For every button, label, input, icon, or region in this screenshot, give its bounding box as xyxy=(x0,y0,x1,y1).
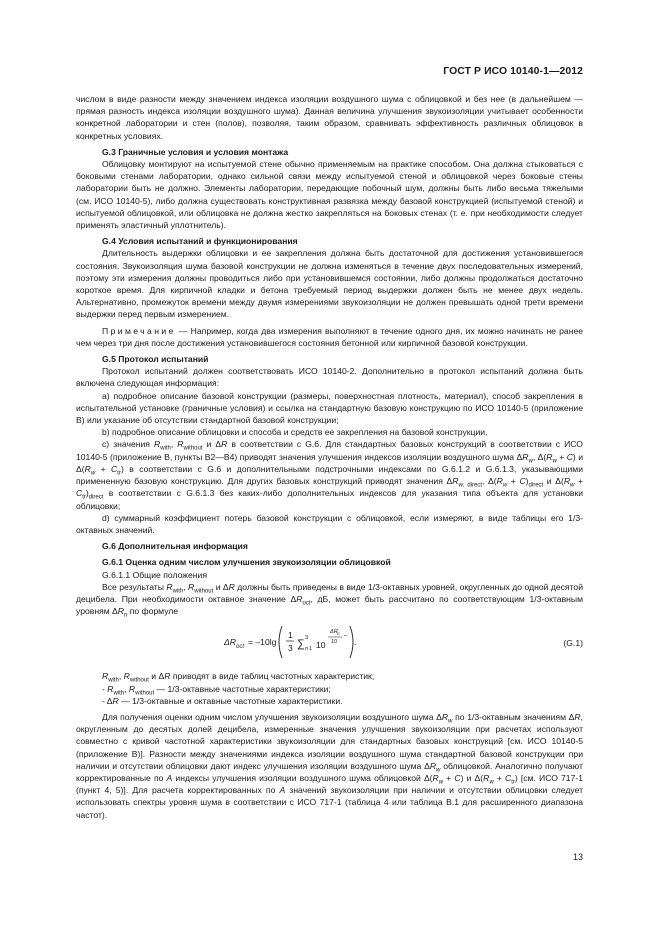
page-number: 13 xyxy=(572,852,583,862)
list-item-b: b) подробное описание облицовки и способа и средств ее закрепления на базовой конструкции, xyxy=(102,427,488,438)
svg-text:.: . xyxy=(354,637,357,648)
final-part5: индексы улучшения изоляции воздушного шума облицовкой xyxy=(175,772,421,783)
note-paragraph xyxy=(76,325,583,349)
list-item-c: c) значения $R_{with}$, $R_{without}$ и ΔR в соответствии с G.6. Для стандартных базовых конструкций в соответствии с ИСО 10140-5 (приложение В, пункты В2—В4) приводят значения улучшения индексов изоляции воздушного шума $\Delta R_w$, $\Delta(R_w + C)$ и $\Delta(R_w + C_{tr})$ в соответствии с G.6 и дополнительными подстрочными индексами по G.6.1.2 и G.6.1.3, указывающими примененную базовую конструкцию. Для других базовых конструкций приводят значения $\Delta R_{w, direct}$, $\Delta(R_w + C)_{direct}$ и $\Delta(R_w + C_{tr})_{direct}$ в соответствии с G.6.1.3 без каких-либо дополнительных индексов для указания типа объекта для установки облицовки; xyxy=(76,439,584,511)
svg-text:1: 1 xyxy=(288,630,293,641)
svg-text:n: n xyxy=(337,631,340,637)
list-item-d: d) суммарный коэффициент потерь базовой конструкции с облицовкой, если измеряют, в виде таблицы его 1/3-октавных значений. xyxy=(76,512,583,535)
section-g611-text: Все результаты $R_{with}$, $R_{without}$ и ΔR должны быть приведены в виде 1/3-октавных уровней, округленных до одной десятой децибела. При необходимости октавное значение $\Delta R_{oct}$, дБ, может быть рассчитано по соответствующим 1/3-октавным уровням $\Delta R_n$ по формуле xyxy=(76,581,583,619)
item-c-part3: в соответствии с G.6 и дополнительными подстрочными индексами по G.6.1.2 и G.6.1.3, указывающими примененную базовую конструкцию. Для других базовых конструкций приводят значения xyxy=(76,463,584,487)
formula-number: (G.1) xyxy=(563,638,583,649)
svg-text:10: 10 xyxy=(316,640,326,651)
note-text: — Например, когда два измерения выполняют в течение одного дня, их можно начинать не ранее чем через три дня после достижения установившегося состояния бетонной или кирпичной базовой конструкции. xyxy=(76,325,583,348)
svg-text:3: 3 xyxy=(288,643,293,654)
svg-text:1: 1 xyxy=(309,646,313,653)
g611-part3: , дБ, может быть рассчитано по соответствующим 1/3-октавным уровням xyxy=(76,593,583,617)
section-g3-heading: G.3 Граничные условия и условия монтажа xyxy=(102,146,289,157)
item-c-part1: c) значения xyxy=(102,439,150,450)
result-list-item-2-text: — 1/3-октавные и октавные частотные характеристики. xyxy=(121,695,343,706)
svg-text:ΔR: ΔR xyxy=(224,637,236,648)
section-g5-text: Протокол испытаний должен соответствовать ИСО 10140-2. Дополнительно в протокол испытаний должна быть включена следующая информация: xyxy=(76,366,583,389)
section-g611-heading: G.6.1.1 Общие положения xyxy=(102,569,207,580)
formula-g1-graphic xyxy=(76,620,496,664)
svg-text:10: 10 xyxy=(331,639,338,646)
g611-part1: Все результаты xyxy=(102,581,164,592)
final-part1: Для получения оценки одним числом улучшения звукоизоляции воздушного шума xyxy=(102,711,434,722)
final-part2: по 1/3-октавным значениям xyxy=(455,711,566,722)
item-c-part2: в соответствии с G.6. Для стандартных базовых конструкций в соответствии с ИСО 10140-5 (приложение В, пункты В2—В4) приводят значения улучшения индексов изоляции воздушного шума xyxy=(76,439,583,462)
formula-g1 xyxy=(76,620,583,664)
intro-paragraph: числом в виде разности между значением индекса изоляции воздушного шума с облицовкой и без нее (в дальнейшем — прямая разность индекса изоляции воздушного шума). Данная величина улучшения звукоизоляции учитывает особенности конкретной лаборатории и стен (полов), позволяя, таким образом, сравнивать эффективность различных облицовок в конкретных условиях. xyxy=(76,94,583,141)
section-g4-heading: G.4 Условия испытаний и функционирования xyxy=(102,236,298,247)
page-body xyxy=(76,93,583,821)
note-label: Примечание xyxy=(102,325,176,336)
svg-text:= –10lg: = –10lg xyxy=(248,637,277,648)
section-g4-text: Длительность выдержки облицовки и ее закрепления должна быть достаточной для достижения установившегося состояния. Звукоизоляция шума базовой конструкции не должна изменяться в течение двух последовательных измерений, поэтому эти измерения должны проводиться либо при установившемся состоянии, либо должны продолжаться достаточно короткое время. Для кирпичной кладки и бетона требуемый период выдержки должен быть не менее двух недель. Альтернативно, промежуток времени между двумя измерениями звукоизоляции не должен превышать одной трети времени выдержки перед первым измерением. xyxy=(76,248,583,320)
g611-part4: по формуле xyxy=(129,606,179,617)
section-g6-heading: G.6 Дополнительная информация xyxy=(102,541,248,552)
svg-text:∑: ∑ xyxy=(297,638,305,651)
item-c-part4: в соответствии с G.6.1.3 без каких-либо дополнительных индексов для указания типа объекта для установки облицовки; xyxy=(76,488,584,511)
result-list-intro: $R_{with}$, $R_{without}$ и ΔR приводят в виде таблиц частотных характеристик; xyxy=(102,671,375,685)
final-part6: [см. ИСО 717-1 (пункт 4, 5)]. Для расчета корректированных по xyxy=(76,772,584,796)
final-paragraph: Для получения оценки одним числом улучшения звукоизоляции воздушного шума $\Delta R_w$ по 1/3-октавным значениям ΔR, округленным до десятых долей децибела, измеренные значения улучшения звукоизоляции при расчетах используют совместно с кривой частотной характеристики звукоизоляции для стандартных базовых конструкций [см. ИСО 10140-5 (приложение В)]. Разности между значениями индекса изоляции воздушного шума стандартной базовой конструкции при наличии и отсутствии облицовки дают индекс улучшения изоляции воздушного шума $\Delta R_w$ облицовкой. Аналогично получают корректированные по A индексы улучшения изоляции воздушного шума облицовкой $\Delta(R_w + C)$ и $\Delta(R_w + C_{tr})$ [см. ИСО 717-1 (пункт 4, 5)]. Для расчета корректированных по A значений звукоизоляции при наличии и отсутствии облицовки следует использовать спектры уровня шума в соответствии с ИСО 717-1 (таблица 4 или таблица В.1 для расширенного диапазона частот). xyxy=(76,711,584,820)
section-g5-heading: G.5 Протокол испытаний xyxy=(102,354,209,365)
final-part3: , округленным до десятых долей децибела, измеренные значения улучшения звукоизоляции при расчетах используют совместно с кривой частотной характеристики звукоизоляции для стандартных базовых конструкций [см. ИСО 10140-5 (приложение В)]. Разности между значениями индекса изоляции воздушного шума стандартной базовой конструкции при наличии и отсутствии облицовки дают индекс улучшения изоляции воздушного шума xyxy=(76,711,583,771)
section-g61-heading: G.6.1 Оценка одним числом улучшения звукоизоляции облицовкой xyxy=(102,557,391,568)
result-list-intro-text: приводят в виде таблиц частотных характеристик; xyxy=(172,671,375,682)
svg-text:3: 3 xyxy=(305,635,309,642)
final-part4: облицовкой. Аналогично получают корректированные по xyxy=(76,760,583,783)
section-g3-text: Облицовку монтируют на испытуемой стене обычно применяемым на практике способом. Она должна стыковаться с боковыми стенами лаборатории, однако сильной связи между испытуемой стеной и облицовкой через боковые стены лаборатории быть не должно. Элементы лаборатории, передающие побочный шум, должны быть либо весьма тяжелыми (см. ИСО 10140-5), либо должна существовать конструктивная развязка между базовой конструкцией (испытуемой стеной) и испытуемой облицовкой, или облицовка не должна жестко закрепляться на боковых стенах (т. е. при необходимости следует применять эластичный уплотнитель). xyxy=(76,159,583,231)
svg-text:ΔR: ΔR xyxy=(330,629,338,636)
result-list-item-2: - ΔR — 1/3-октавные и октавные частотные характеристики. xyxy=(102,695,343,706)
final-part7: значений звукоизоляции при наличии и отсутствии облицовки следует использовать спектры уровня шума в соответствии с ИСО 717-1 (таблица 4 или таблица В.1 для расширенного диапазона частот). xyxy=(76,785,583,820)
g611-part2: должны быть приведены в виде 1/3-октавных уровней, округленных до одной десятой децибела. При необходимости октавное значение xyxy=(76,581,583,604)
standard-number: ГОСТ Р ИСО 10140-1—2012 xyxy=(443,66,583,77)
result-list-item-1: - $R_{with}$, $R_{without}$ — 1/3-октавные частотные характеристики; xyxy=(102,683,331,697)
list-item-a: a) подробное описание базовой конструкции (размеры, поверхностная плотность, материал), способ закрепления в испытательной установке (граничные условия) и ссылка на стандартную базовую конструкцию по ИСО 10140-5 (приложение В) или указание об отсутствии стандартной базовой конструкции; xyxy=(76,390,583,426)
svg-text:oct: oct xyxy=(236,644,245,651)
result-list-item-1-text: — 1/3-октавные частотные характеристики; xyxy=(156,683,331,694)
svg-text:n: n xyxy=(305,646,309,653)
svg-text:–: – xyxy=(344,633,348,640)
